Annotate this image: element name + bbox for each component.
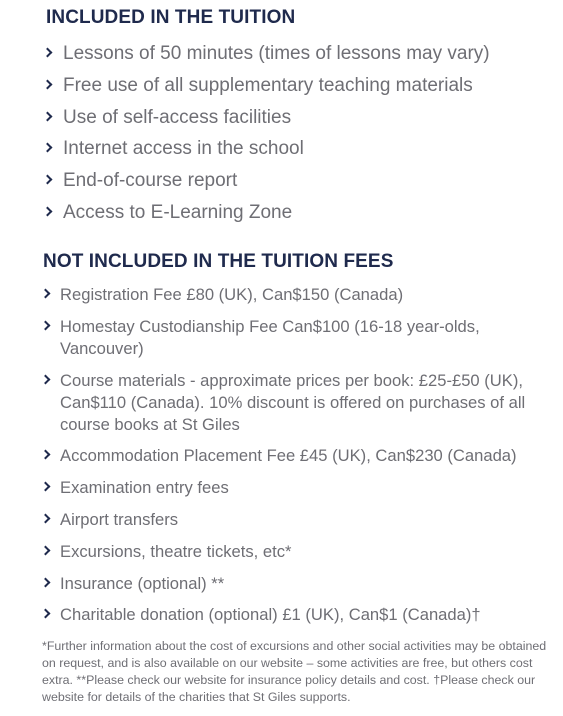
list-item-text: Free use of all supplementary teaching materials	[63, 74, 473, 96]
chevron-right-icon	[41, 374, 51, 384]
chevron-right-icon	[43, 175, 53, 185]
footnote: *Further information about the cost of excursions and other social activities may be obtained on request, and is also available on our website – some activities are free, but others cost extra. **Please check our website for insurance policy details and cost. †Please check our website for details of the charities that St Giles supports.	[42, 639, 547, 704]
list-item-text: Course materials - approximate prices per book: £25-£50 (UK), Can$110 (Canada). 10% discount is offered on purchases of all course books at St Giles	[60, 370, 526, 434]
list-item	[44, 38, 554, 70]
chevron-right-icon	[41, 450, 51, 460]
list-item	[42, 445, 557, 467]
list-item-text: Charitable donation (optional) £1 (UK), Can$1 (Canada)†	[60, 605, 481, 625]
list-item-text: Registration Fee £80 (UK), Can$150 (Canada)	[60, 285, 404, 304]
chevron-right-icon	[43, 48, 53, 58]
chevron-right-icon	[41, 609, 51, 619]
list-item-text: Lessons of 50 minutes (times of lessons may vary)	[63, 43, 490, 64]
list-item	[42, 573, 557, 595]
chevron-right-icon	[43, 111, 53, 121]
chevron-right-icon	[43, 207, 53, 217]
chevron-right-icon	[41, 577, 51, 587]
list-item	[42, 541, 557, 563]
list-item	[42, 477, 557, 499]
list-item	[44, 70, 554, 102]
list-item-text: Use of self-access facilities	[63, 106, 292, 128]
list-item-text: Access to E-Learning Zone	[63, 201, 293, 223]
list-item	[42, 509, 557, 531]
list-item	[42, 370, 557, 436]
not-included-list	[42, 284, 557, 636]
included-list	[44, 38, 554, 229]
list-item-text: End-of-course report	[63, 170, 238, 192]
chevron-right-icon	[41, 482, 51, 492]
list-item-text: Examination entry fees	[60, 478, 229, 498]
list-item	[44, 133, 554, 165]
chevron-right-icon	[41, 545, 51, 555]
chevron-right-icon	[43, 79, 53, 89]
chevron-right-icon	[41, 514, 51, 524]
list-item-text: Internet access in the school	[63, 138, 304, 160]
list-item	[44, 197, 554, 229]
list-item-text: Airport transfers	[60, 509, 179, 529]
list-item-text: Insurance (optional) **	[60, 573, 225, 593]
list-item	[42, 316, 557, 360]
list-item-text: Homestay Custodianship Fee Can$100 (16-18 year-olds, Vancouver)	[60, 316, 480, 358]
not-included-heading: NOT INCLUDED IN THE TUITION FEES	[43, 251, 394, 272]
list-item-text: Excursions, theatre tickets, etc*	[60, 541, 292, 561]
list-item	[44, 102, 554, 134]
included-heading: INCLUDED IN THE TUITION	[46, 7, 296, 28]
list-item	[42, 284, 557, 306]
list-item	[44, 165, 554, 197]
chevron-right-icon	[43, 143, 53, 153]
chevron-right-icon	[41, 289, 51, 299]
list-item	[42, 604, 557, 626]
chevron-right-icon	[41, 320, 51, 330]
list-item-text: Accommodation Placement Fee £45 (UK), Can$230 (Canada)	[60, 446, 517, 466]
